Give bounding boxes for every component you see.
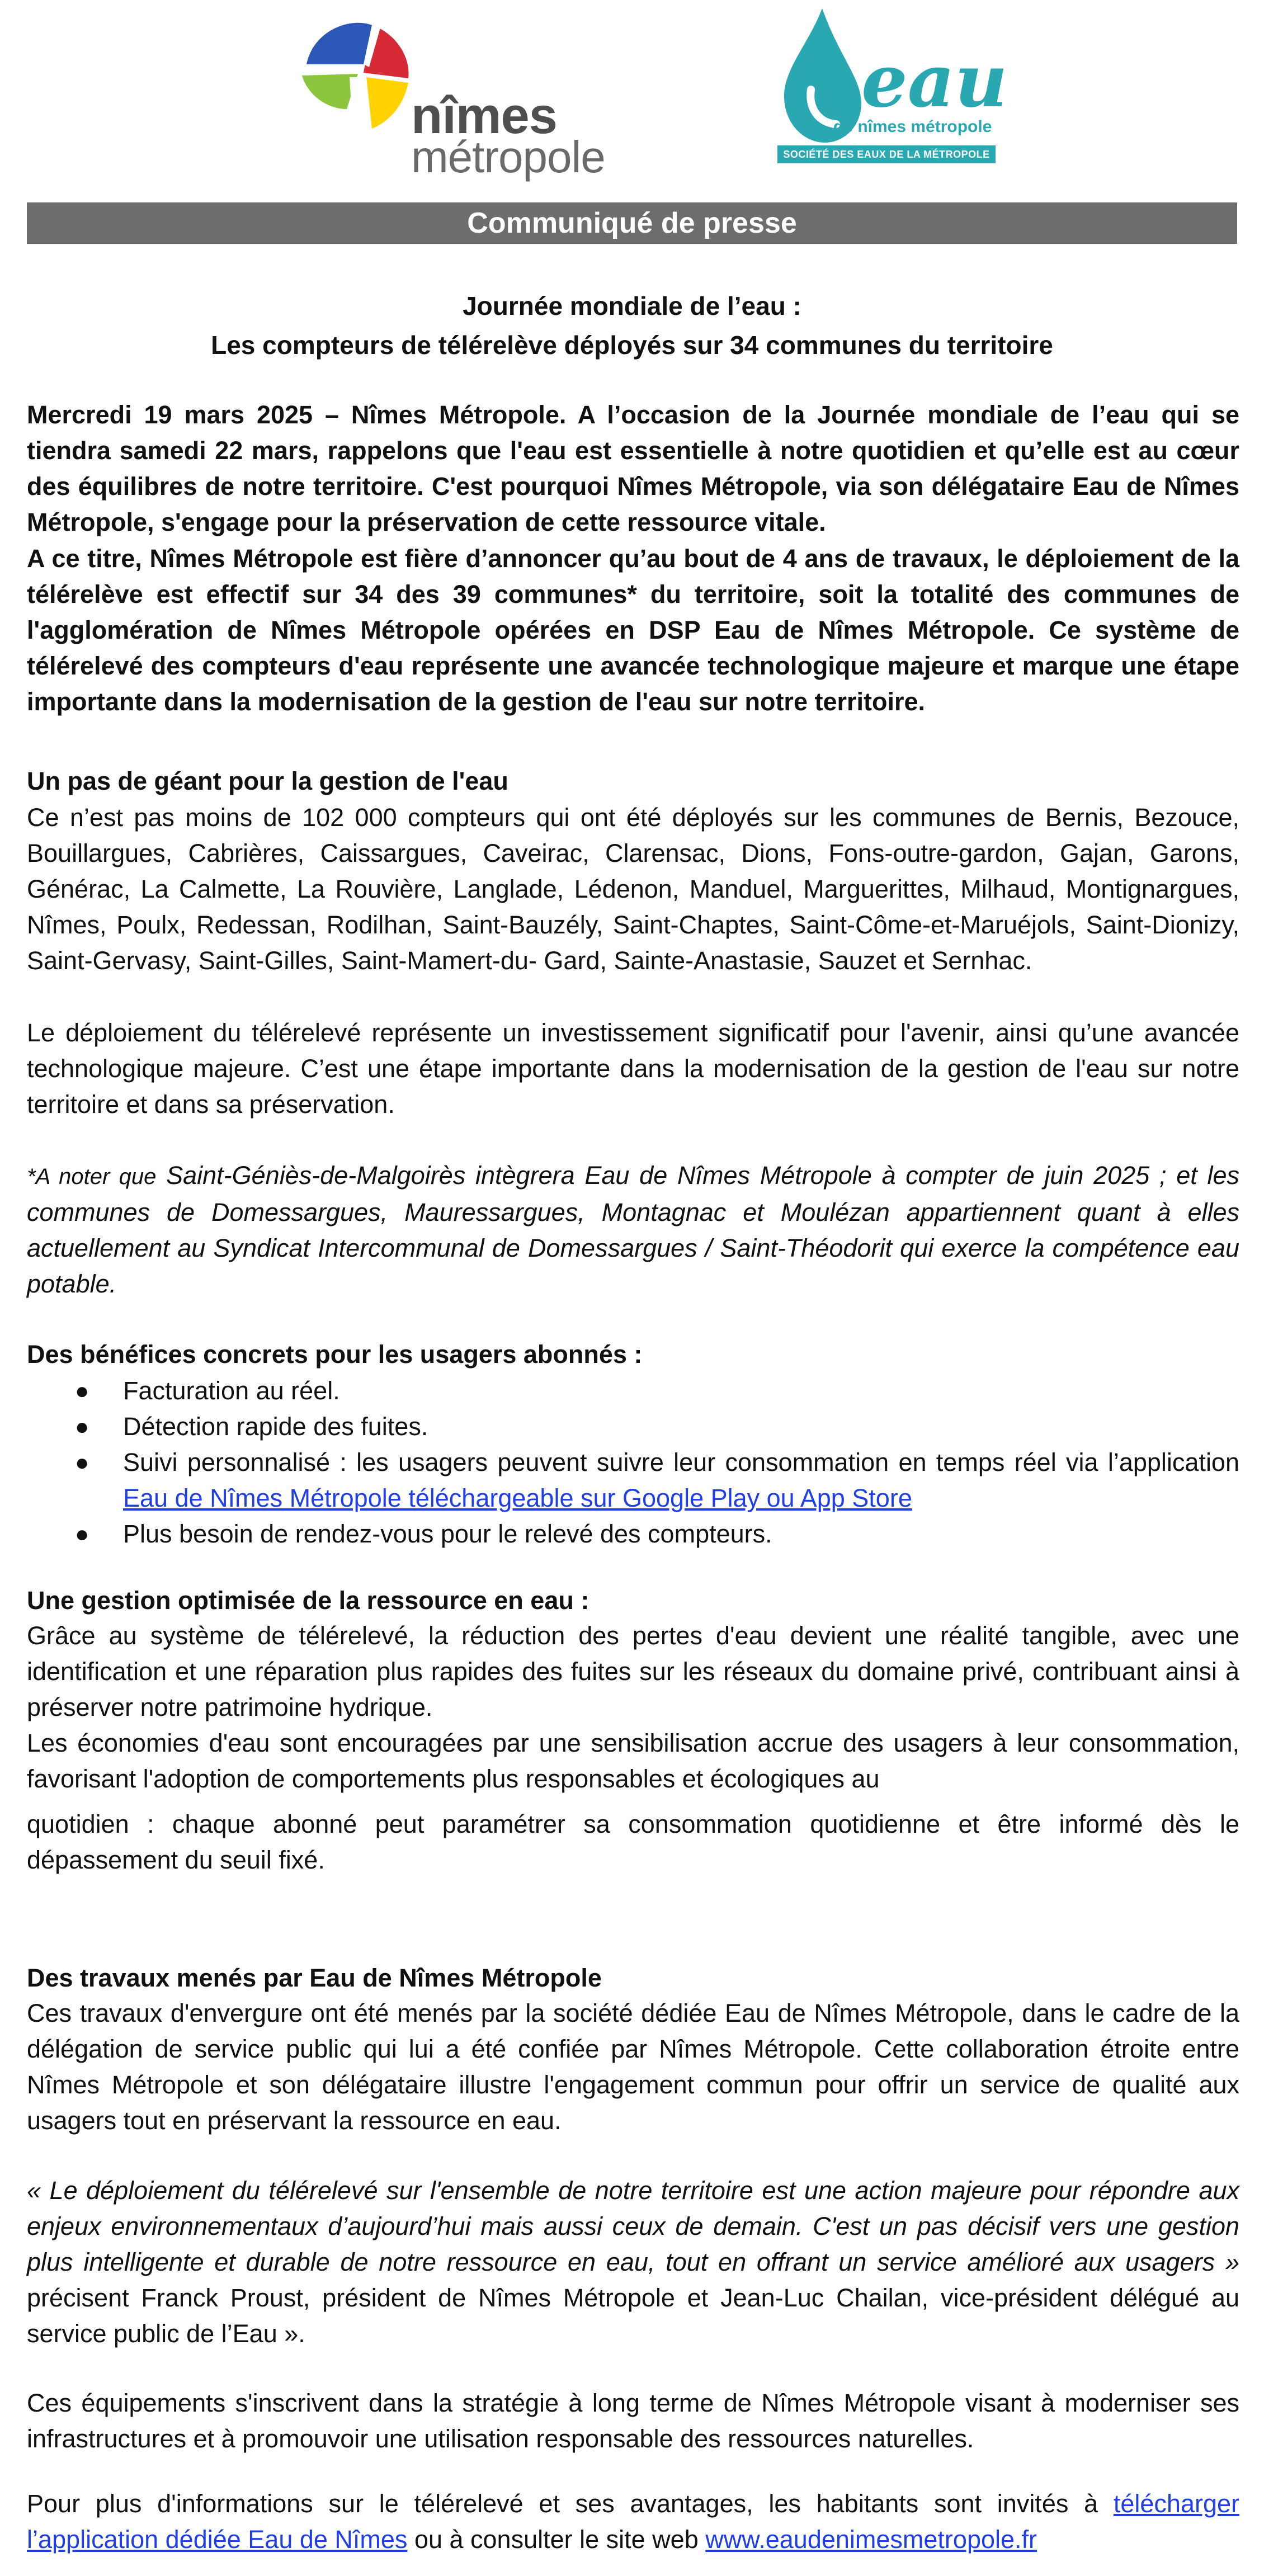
quote-paragraph (27, 2173, 1239, 2352)
logo-wordmark-nimes: nîmes (411, 87, 557, 144)
note-paragraph (27, 1158, 1239, 1302)
benefits-list (27, 1373, 1239, 1552)
closing-paragraph-2 (27, 2486, 1239, 2558)
logo-wordmark-eau: eau (861, 38, 1008, 124)
logo-subtitle: de nîmes métropole (833, 117, 992, 136)
eau-de-nimes-logo (772, 6, 1008, 178)
intro-paragraph-2: A ce titre, Nîmes Métropole est fière d’annoncer qu’au bout de 4 ans de travaux, le déploiement de la télérelève est effectif sur 34 des 39 communes* du territoire, soit la totalité des communes de l'agglomération de Nîmes Métropole opérées en DSP Eau de Nîmes Métropole. Ce système de télérelevé des compteurs d'eau représente une avancée technologique majeure et marque une étape importante dans la modernisation de la gestion de l'eau sur notre territoire. (27, 544, 1239, 716)
list-item (27, 1516, 1239, 1552)
bullet-text: Plus besoin de rendez-vous pour le relevé des compteurs. (123, 1520, 772, 1548)
section1-paragraph-1: Ce n’est pas moins de 102 000 compteurs qui ont été déployés sur les communes de Bernis, Bezouce, Bouillargues, Cabrières, Caissargues, Caveirac, Clarensac, Dions, Fons-outre-gardon, Gajan, Garons, Générac, La Calmette, La Rouvière, Langlade, Lédenon, Manduel, Marguerittes, Milhaud, Montignargues, Nîmes, Poulx, Redessan, Rodilhan, Saint-Bauzély, Saint-Chaptes, Saint-Côme-et-Maruéjols, Saint-Dionizy, Saint-Gervasy, Saint-Gilles, Saint-Mamert-du- Gard, Sainte-Anastasie, Sauzet et Sernhac. (27, 803, 1239, 975)
section3-paragraph-1: Grâce au système de télérelevé, la réduction des pertes d'eau devient une réalité tangible, avec une identification et une réparation plus rapides des fuites sur les réseaux du domaine privé, contribuant ainsi à préserver notre patrimoine hydrique. (27, 1621, 1239, 1721)
section3-paragraph-2b: quotidien : chaque abonné peut paramétrer sa consommation quotidienne et être informé dès le dépassement du seuil fixé. (27, 1810, 1239, 1874)
list-item (27, 1445, 1239, 1516)
bullet-dot-icon: ● (75, 1413, 89, 1440)
nimes-metropole-emblem-icon (296, 11, 414, 162)
bullet-text: Détection rapide des fuites. (123, 1412, 428, 1441)
closing-text-start: Pour plus d'informations sur le télérelevé et ses avantages, les habitants sont invités à (27, 2489, 1114, 2518)
closing-text-mid: ou à consulter le site web (407, 2525, 706, 2554)
section3-paragraph-2a: Les économies d'eau sont encouragées par une sensibilisation accrue des usagers à leur consommation, favorisant l'adoption de comportements plus responsables et écologiques au (27, 1729, 1239, 1793)
list-item (27, 1373, 1239, 1409)
nimes-metropole-logo (296, 11, 610, 182)
download-app-link[interactable]: télécharger l’application dédiée Eau de Nîmes (27, 2489, 1239, 2554)
section-heading-giant-step: Un pas de géant pour la gestion de l'eau (27, 767, 508, 795)
press-release-banner: Communiqué de presse (27, 202, 1237, 244)
logo-wordmark-metropole: métropole (411, 132, 605, 182)
intro-paragraph-1: Mercredi 19 mars 2025 – Nîmes Métropole. A l’occasion de la Journée mondiale de l’eau qui se tiendra samedi 22 mars, rappelons que l'eau est essentielle à notre quotidien et qu’elle est au cœur des équilibres de notre territoire. C'est pourquoi Nîmes Métropole, via son délégataire Eau de Nîmes Métropole, s'engage pour la préservation de cette ressource vitale. (27, 400, 1239, 536)
logo-band: SOCIÉTÉ DES EAUX DE LA MÉTROPOLE NÎMOISE (777, 145, 996, 163)
bullet-text: Facturation au réel. (123, 1376, 340, 1405)
title-line-2: Les compteurs de télérelève déployés sur 34 communes du territoire (211, 331, 1053, 360)
quote-text: « Le déploiement du télérelevé sur l'ensemble de notre territoire est une action majeure pour répondre aux enjeux environnementaux d’aujourd’hui mais aussi ceux de demain. C'est un pas décisif vers une gestion plus intelligente et durable de notre ressource en eau, tout en offrant un service amélioré aux usagers » (27, 2176, 1239, 2276)
section-heading-optimized-management: Une gestion optimisée de la ressource en eau : (27, 1586, 589, 1615)
title-line-1: Journée mondiale de l’eau : (463, 291, 801, 320)
bullet-dot-icon: ● (75, 1377, 89, 1404)
list-item (27, 1409, 1239, 1445)
bullet-text: Suivi personnalisé : les usagers peuvent suivre leur consommation en temps réel via l’application (123, 1448, 1239, 1476)
section4-paragraph-1: Ces travaux d'envergure ont été menés par la société dédiée Eau de Nîmes Métropole, dans le cadre de la délégation de service public qui lui a été confiée par Nîmes Métropole. Cette collaboration étroite entre Nîmes Métropole et son délégataire illustre l'engagement commun pour offrir un service de qualité aux usagers tout en préservant la ressource en eau. (27, 1999, 1239, 2135)
bullet-dot-icon: ● (75, 1449, 89, 1475)
closing-paragraph-1: Ces équipements s'inscrivent dans la stratégie à long terme de Nîmes Métropole visant à moderniser ses infrastructures et à promouvoir une utilisation responsable des ressources naturelles. (27, 2389, 1239, 2453)
app-download-link[interactable]: Eau de Nîmes Métropole téléchargeable sur Google Play ou App Store (123, 1484, 912, 1512)
bullet-dot-icon: ● (75, 1521, 89, 1547)
note-prefix: *A noter que (27, 1164, 157, 1189)
note-text: Saint-Géniès-de-Malgoirès intègrera Eau de Nîmes Métropole à compter de juin 2025 ; et les communes de Domessargues, Mauressargues, Montagnac et Moulézan appartiennent quant à elles actuellement au Syndicat Intercommunal de Domessargues / Saint-Théodorit qui exerce la compétence eau potable. (27, 1161, 1239, 1298)
section-heading-benefits: Des bénéfices concrets pour les usagers abonnés : (27, 1340, 643, 1369)
website-link[interactable]: www.eaudenimesmetropole.fr (705, 2525, 1037, 2554)
section1-paragraph-2: Le déploiement du télérelevé représente un investissement significatif pour l'avenir, ainsi qu’une avancée technologique majeure. C’est une étape importante dans la modernisation de la gestion de l'eau sur notre territoire et dans sa préservation. (27, 1018, 1239, 1119)
quote-attribution: précisent Franck Proust, président de Nîmes Métropole et Jean-Luc Chailan, vice-président délégué au service public de l’Eau ». (27, 2284, 1239, 2348)
section-heading-works: Des travaux menés par Eau de Nîmes Métropole (27, 1964, 602, 1992)
